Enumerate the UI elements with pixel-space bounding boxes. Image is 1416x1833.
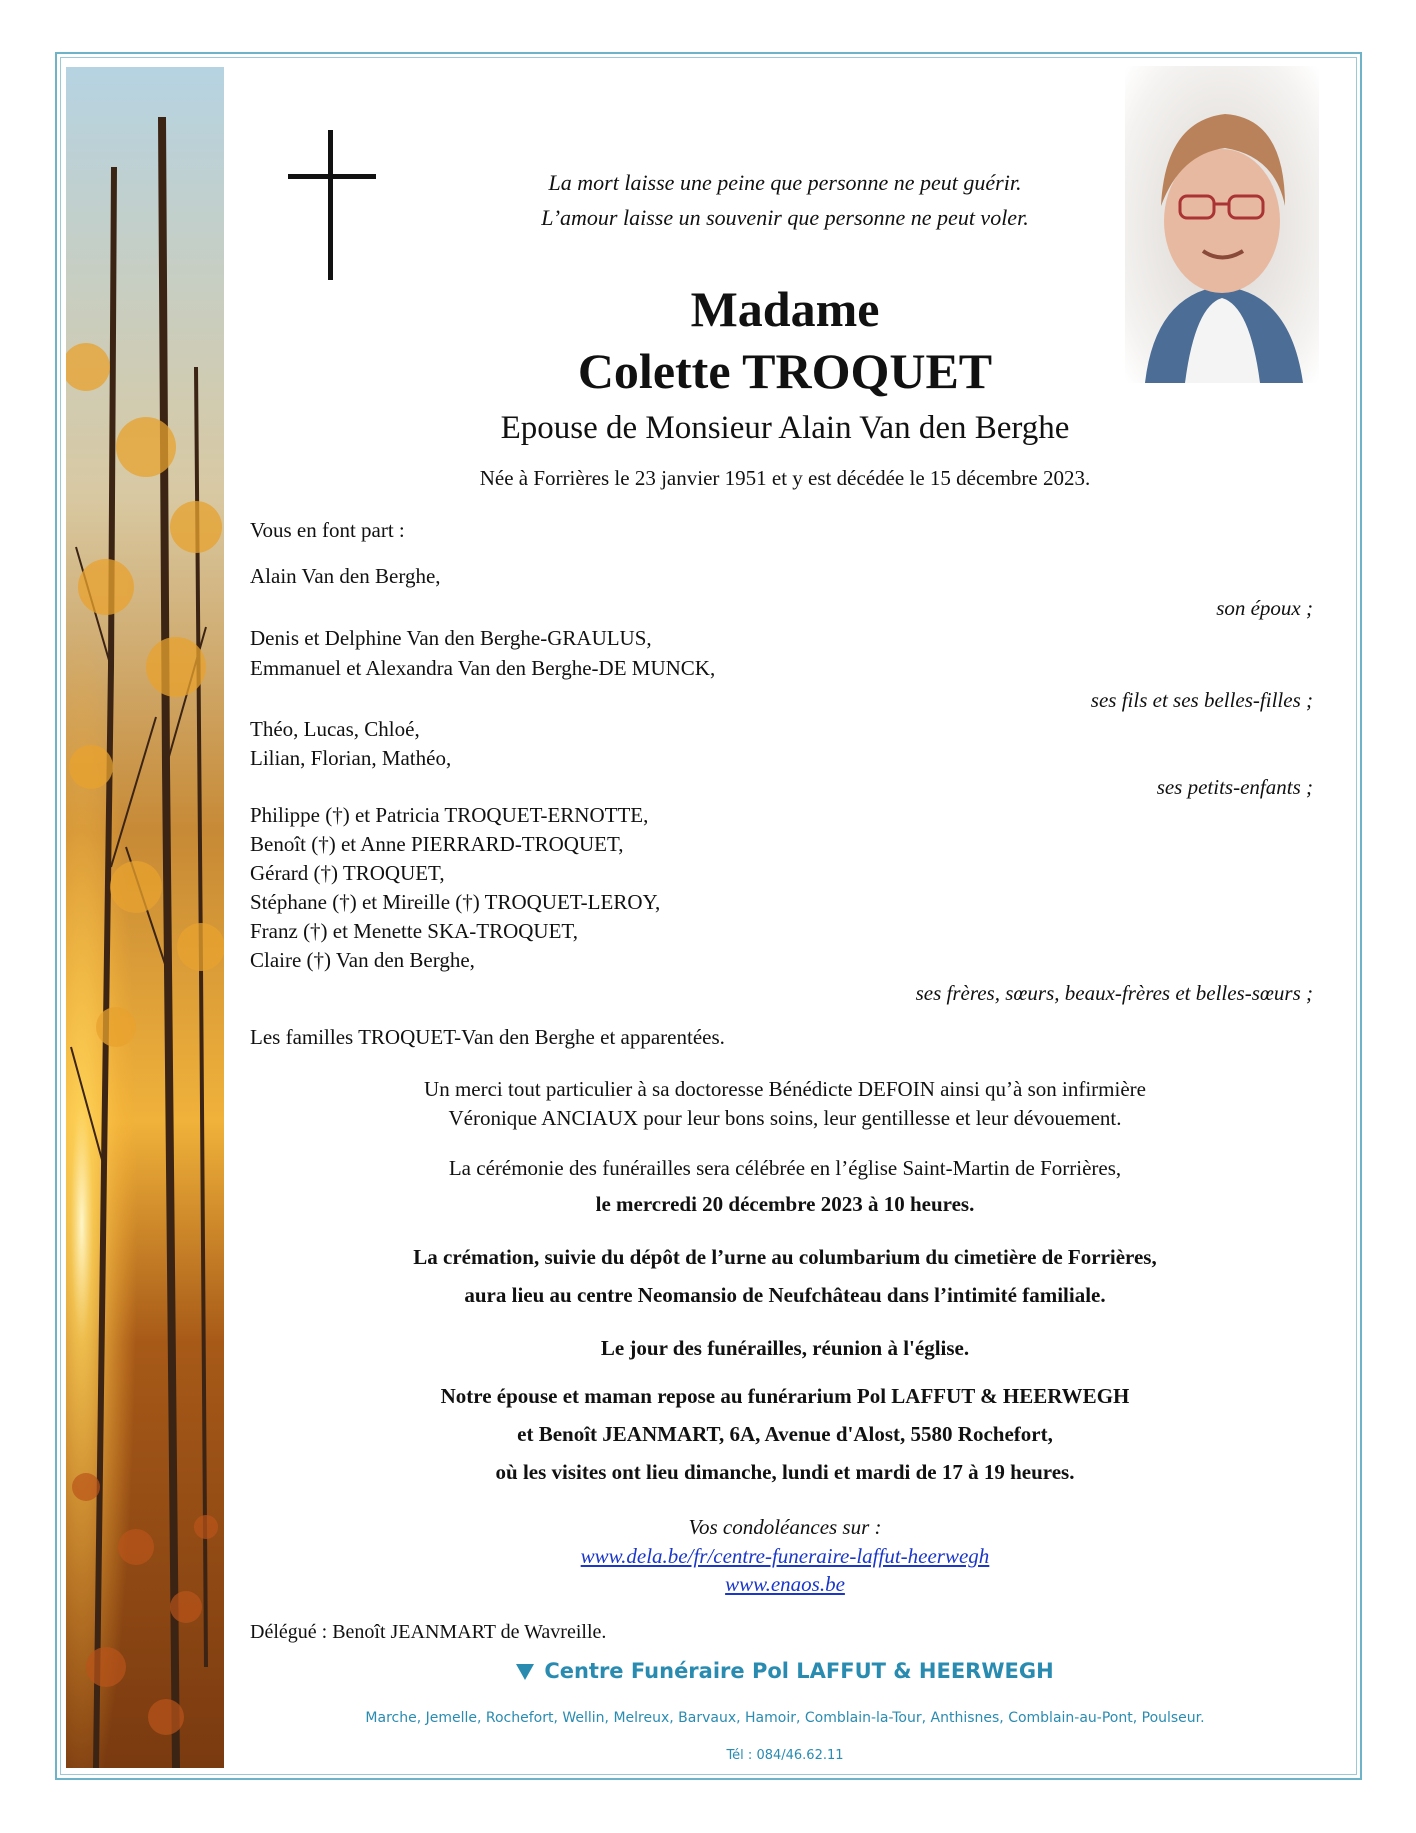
footer-title-row	[250, 1659, 1320, 1684]
quote-line-2: L’amour laisse un souvenir que personne ne peut voler.	[541, 205, 1029, 230]
family-name: Claire (†) Van den Berghe,	[250, 948, 475, 972]
family-relation: son époux ;	[1216, 596, 1313, 620]
family-name: Emmanuel et Alexandra Van den Berghe-DE MUNCK,	[250, 656, 716, 680]
footer-title: Centre Funéraire Pol LAFFUT & HEERWEGH	[544, 1659, 1054, 1683]
family-name: Stéphane (†) et Mireille (†) TROQUET-LEROY,	[250, 890, 661, 914]
visits-line-1: Notre épouse et maman repose au funérarium Pol LAFFUT & HEERWEGH	[440, 1384, 1130, 1408]
deceased-name: Colette TROQUET	[577, 343, 993, 399]
family-name: Philippe (†) et Patricia TROQUET-ERNOTTE,	[250, 803, 649, 827]
condolences-link-dela[interactable]: www.dela.be/fr/centre-funeraire-laffut-heerwegh	[580, 1544, 990, 1568]
condolences-label: Vos condoléances sur :	[688, 1515, 882, 1539]
family-name: Benoît (†) et Anne PIERRARD-TROQUET,	[250, 832, 624, 856]
spouse-line: Epouse de Monsieur Alain Van den Berghe	[500, 410, 1070, 446]
cremation-line-1: La crémation, suivie du dépôt de l’urne au columbarium du cimetière de Forrières,	[413, 1245, 1157, 1269]
autumn-forest-image	[66, 67, 224, 1768]
visits-line-2: et Benoît JEANMART, 6A, Avenue d'Alost, 5580 Rochefort,	[517, 1422, 1053, 1446]
families-line: Les familles TROQUET-Van den Berghe et apparentées.	[250, 1025, 725, 1049]
announce-line: Vous en font part :	[250, 518, 405, 542]
triangle-down-icon	[516, 1664, 534, 1684]
family-relation: ses frères, sœurs, beaux-frères et belles-sœurs ;	[915, 981, 1313, 1005]
cremation-line-2: aura lieu au centre Neomansio de Neufchâteau dans l’intimité familiale.	[464, 1283, 1106, 1307]
family-name: Gérard (†) TROQUET,	[250, 861, 445, 885]
ceremony-line-2: le mercredi 20 décembre 2023 à 10 heures.	[595, 1192, 975, 1216]
family-name: Denis et Delphine Van den Berghe-GRAULUS,	[250, 626, 652, 650]
ceremony-line-1: La cérémonie des funérailles sera célébrée en l’église Saint-Martin de Forrières,	[448, 1156, 1122, 1180]
thanks-line-2: Véronique ANCIAUX pour leur bons soins, leur gentillesse et leur dévouement.	[448, 1106, 1122, 1130]
meeting-line: Le jour des funérailles, réunion à l'église.	[600, 1336, 970, 1360]
family-name: Théo, Lucas, Chloé,	[250, 717, 420, 741]
deceased-title: Madame	[690, 281, 880, 337]
visits-line-3: où les visites ont lieu dimanche, lundi et mardi de 17 à 19 heures.	[495, 1460, 1075, 1484]
family-name: Alain Van den Berghe,	[250, 564, 441, 588]
footer-locations: Marche, Jemelle, Rochefort, Wellin, Melreux, Barvaux, Hamoir, Comblain-la-Tour, Anthisnes, Comblain-au-Pont, Poulseur.	[365, 1710, 1205, 1726]
quote-line-1: La mort laisse une peine que personne ne peut guérir.	[548, 170, 1022, 195]
birth-line: Née à Forrières le 23 janvier 1951 et y est décédée le 15 décembre 2023.	[479, 466, 1091, 490]
delegate-line: Délégué : Benoît JEANMART de Wavreille.	[250, 1621, 607, 1643]
family-relation: ses fils et ses belles-filles ;	[1090, 688, 1313, 712]
condolences-link-enaos[interactable]: www.enaos.be	[725, 1572, 845, 1596]
family-relation: ses petits-enfants ;	[1156, 775, 1313, 799]
family-name: Lilian, Florian, Mathéo,	[250, 746, 452, 770]
thanks-line-1: Un merci tout particulier à sa doctoresse Bénédicte DEFOIN ainsi qu’à son infirmière	[424, 1077, 1146, 1101]
footer-tel: Tél : 084/46.62.11	[726, 1748, 844, 1763]
family-name: Franz (†) et Menette SKA-TROQUET,	[250, 919, 578, 943]
